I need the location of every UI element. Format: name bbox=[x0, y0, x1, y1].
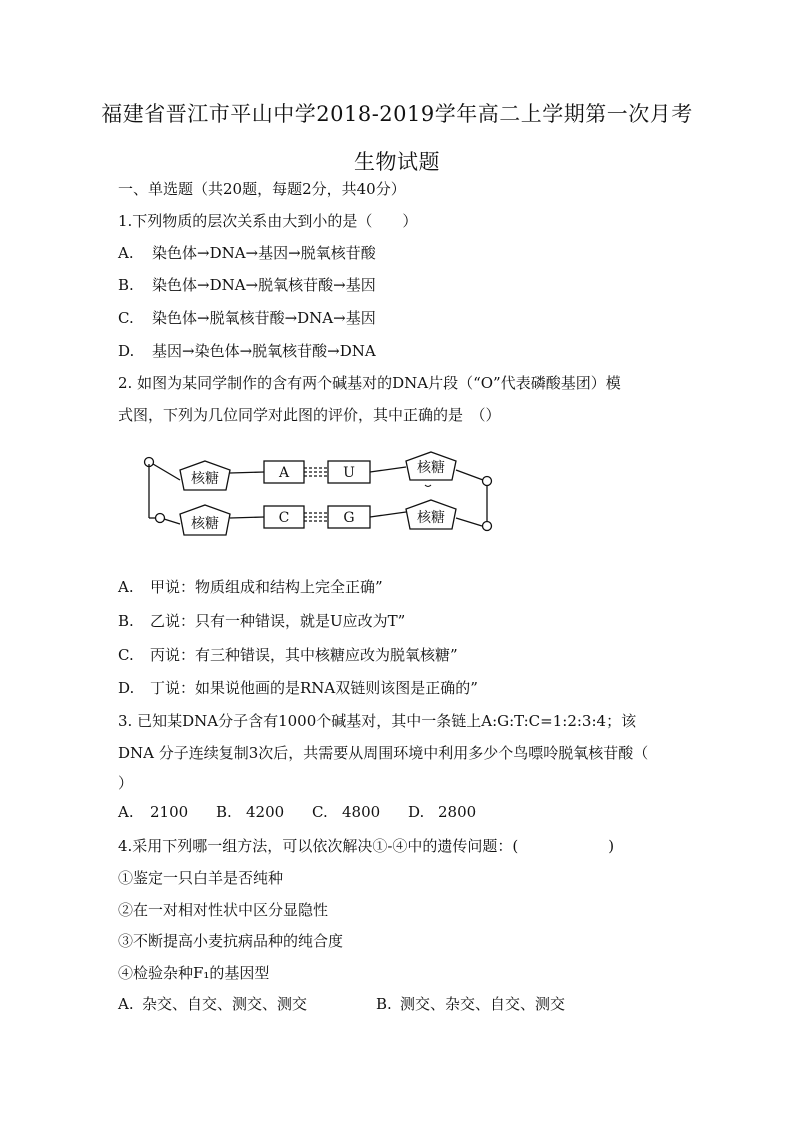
option-label: B. bbox=[376, 995, 392, 1013]
q2-option-a bbox=[118, 576, 383, 597]
base-label-a: A bbox=[278, 465, 290, 481]
q1-option-b bbox=[118, 274, 376, 295]
base-label-c: C bbox=[278, 510, 290, 526]
phosphate-circle-left-bottom bbox=[156, 514, 165, 523]
q2-stem-line1: 2. 如图为某同学制作的含有两个碱基对的DNA片段（“O”代表磷酸基团）模 bbox=[118, 374, 621, 392]
option-label: A. bbox=[118, 578, 134, 596]
page-subtitle: 生物试题 bbox=[354, 150, 440, 174]
q2-stem-line2: 式图，下列为几位同学对此图的评价，其中正确的是 （） bbox=[118, 406, 501, 424]
q3-stem-line3: ） bbox=[118, 774, 134, 792]
option-text: 4800 bbox=[342, 803, 381, 821]
q2-option-c bbox=[118, 644, 458, 665]
option-text: 基因→染色体→脱氧核苷酸→DNA bbox=[152, 342, 376, 360]
sugar-label-bottom-right: 核糖 bbox=[417, 510, 445, 526]
dna-model-diagram bbox=[138, 440, 498, 550]
q1-option-d bbox=[118, 340, 376, 361]
sugar-label-top-right: 核糖 bbox=[417, 460, 445, 476]
option-label: A. bbox=[118, 803, 134, 821]
option-text: 2100 bbox=[150, 803, 189, 821]
option-label: A. bbox=[118, 995, 134, 1013]
q4-option-a bbox=[118, 993, 307, 1014]
option-label: B. bbox=[118, 612, 134, 630]
phosphate-circle-right-bottom bbox=[483, 522, 492, 531]
page-title: 福建省晋江市平山中学2018-2019学年高二上学期第一次月考 bbox=[101, 102, 693, 126]
sugar-label-bottom-left: 核糖 bbox=[191, 516, 219, 532]
q2-option-b bbox=[118, 610, 405, 631]
option-label: D. bbox=[118, 342, 135, 360]
option-label: C. bbox=[312, 803, 328, 821]
option-text: 丁说：如果说他画的是RNA双链则该图是正确的” bbox=[150, 679, 478, 697]
option-text: 测交、杂交、自交、测交 bbox=[400, 995, 566, 1013]
q4-option-b bbox=[376, 993, 565, 1014]
q2-option-d bbox=[118, 677, 478, 698]
q4-item-2: ②在一对相对性状中区分显隐性 bbox=[118, 901, 329, 919]
option-label: C. bbox=[118, 309, 134, 327]
q1-option-a bbox=[118, 242, 376, 263]
option-text: 染色体→脱氧核苷酸→DNA→基因 bbox=[152, 309, 376, 327]
option-text: 染色体→DNA→脱氧核苷酸→基因 bbox=[152, 276, 376, 294]
q3-option-c bbox=[312, 803, 380, 821]
option-label: B. bbox=[216, 803, 232, 821]
option-text: 2800 bbox=[438, 803, 477, 821]
option-label: A. bbox=[118, 244, 134, 262]
option-label: D. bbox=[408, 803, 425, 821]
option-text: 染色体→DNA→基因→脱氧核苷酸 bbox=[152, 244, 376, 262]
option-text: 甲说：物质组成和结构上完全正确” bbox=[150, 578, 383, 596]
q1-stem: 1.下列物质的层次关系由大到小的是（ ） bbox=[118, 212, 418, 230]
sugar-label-top-left: 核糖 bbox=[191, 471, 219, 487]
option-text: 杂交、自交、测交、测交 bbox=[142, 995, 308, 1013]
option-text: 4200 bbox=[246, 803, 285, 821]
q3-option-d bbox=[408, 803, 476, 821]
q3-stem-line1: 3. 已知某DNA分子含有1000个碱基对，其中一条链上A:G:T:C=1:2:3:4；该 bbox=[118, 712, 637, 730]
q3-option-a bbox=[118, 803, 188, 821]
phosphate-circle-right-top bbox=[483, 477, 492, 486]
option-text: 乙说：只有一种错误，就是U应改为T” bbox=[150, 612, 406, 630]
q1-option-c bbox=[118, 307, 376, 328]
option-label: D. bbox=[118, 679, 135, 697]
option-label: B. bbox=[118, 276, 134, 294]
q3-stem-line2: DNA 分子连续复制3次后，共需要从周围环境中利用多少个鸟嘌呤脱氧核苷酸（ bbox=[118, 744, 649, 762]
section-heading: 一、单选题（共20题，每题2分，共40分） bbox=[118, 180, 406, 198]
base-label-g: G bbox=[343, 510, 355, 526]
option-text: 丙说：有三种错误，其中核糖应改为脱氧核糖” bbox=[150, 646, 458, 664]
q4-item-3: ③不断提高小麦抗病品种的纯合度 bbox=[118, 932, 344, 950]
q4-item-1: ①鉴定一只白羊是否纯种 bbox=[118, 869, 284, 887]
option-label: C. bbox=[118, 646, 134, 664]
q3-option-b bbox=[216, 803, 284, 821]
base-label-u: U bbox=[343, 465, 355, 481]
q4-stem: 4.采用下列哪一组方法，可以依次解决①-④中的遗传问题：( ) bbox=[118, 837, 615, 855]
q4-item-4: ④检验杂种F₁的基因型 bbox=[118, 964, 270, 982]
